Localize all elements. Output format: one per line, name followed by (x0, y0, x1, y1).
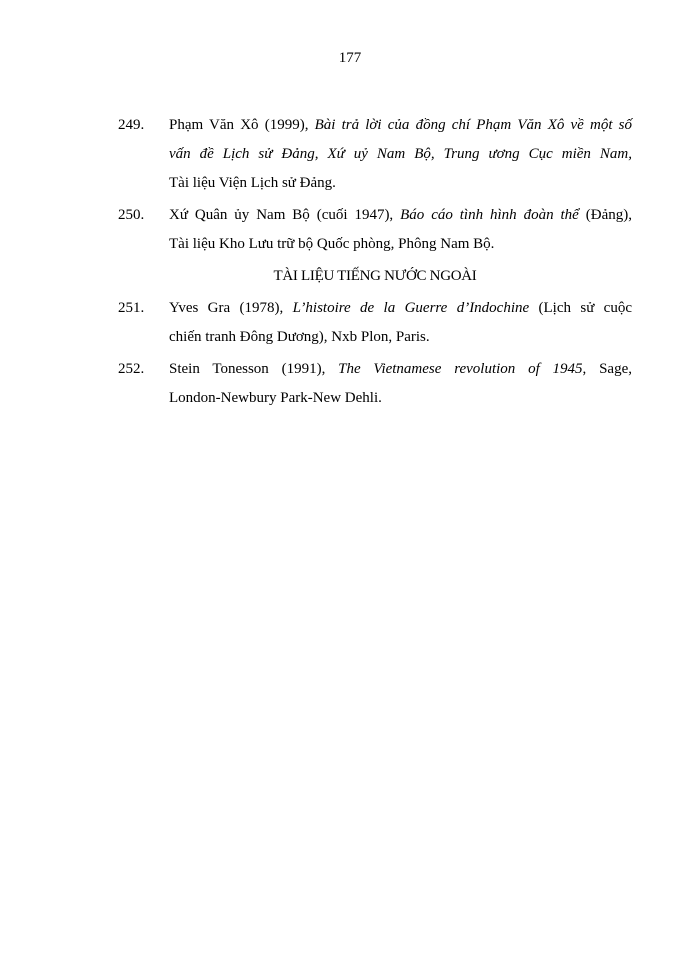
reference-number: 249. (118, 117, 145, 133)
reference-entry (118, 294, 632, 352)
reference-entries-foreign (118, 294, 632, 413)
reference-title-text: Báo cáo tình hình đoàn thể (400, 207, 579, 223)
reference-line (169, 201, 632, 230)
reference-entries-vietnamese (118, 111, 632, 259)
reference-entry (118, 355, 632, 413)
reference-text: London-Newbury Park-New Dehli. (169, 390, 382, 406)
reference-text: Tài liệu Viện Lịch sử Đảng. (169, 175, 336, 191)
reference-number: 250. (118, 207, 145, 223)
reference-title-text: vấn đề Lịch sử Đảng, Xứ uỷ Nam Bộ, Trung ương Cục miền Nam, (169, 146, 632, 162)
reference-title-text: L’histoire de la Guerre d’Indochine (292, 300, 530, 316)
reference-text: (Lịch sử cuộc (529, 300, 633, 316)
reference-text: , Sage, (582, 361, 632, 377)
reference-text: Tài liệu Kho Lưu trữ bộ Quốc phòng, Phông Nam Bộ. (169, 236, 495, 252)
reference-line (169, 111, 632, 140)
reference-text: (Đảng), (578, 207, 632, 223)
reference-line (169, 355, 632, 384)
reference-text: Phạm Văn Xô (1999), (169, 117, 315, 133)
reference-number: 252. (118, 361, 145, 377)
reference-title-text: The Vietnamese revolution of 1945 (338, 361, 583, 377)
reference-line (169, 169, 632, 198)
reference-entry (118, 111, 632, 198)
reference-line (169, 384, 632, 413)
reference-list (118, 111, 632, 416)
section-heading-foreign-sources: TÀI LIỆU TIẾNG NƯỚC NGOÀI (273, 268, 477, 284)
reference-line (169, 140, 632, 169)
reference-text: Xứ Quân ủy Nam Bộ (cuối 1947), (169, 207, 401, 223)
reference-line (169, 323, 632, 352)
reference-text: Stein Tonesson (1991), (169, 361, 339, 377)
reference-entry (118, 201, 632, 259)
reference-text: chiến tranh Đông Dương), Nxb Plon, Paris. (169, 329, 430, 345)
reference-line (169, 230, 632, 259)
page-number: 177 (338, 50, 362, 66)
reference-title-text: Bài trả lời của đồng chí Phạm Văn Xô về một số (314, 117, 632, 133)
reference-line (169, 294, 632, 323)
reference-number: 251. (118, 300, 145, 316)
reference-text: Yves Gra (1978), (169, 300, 293, 316)
